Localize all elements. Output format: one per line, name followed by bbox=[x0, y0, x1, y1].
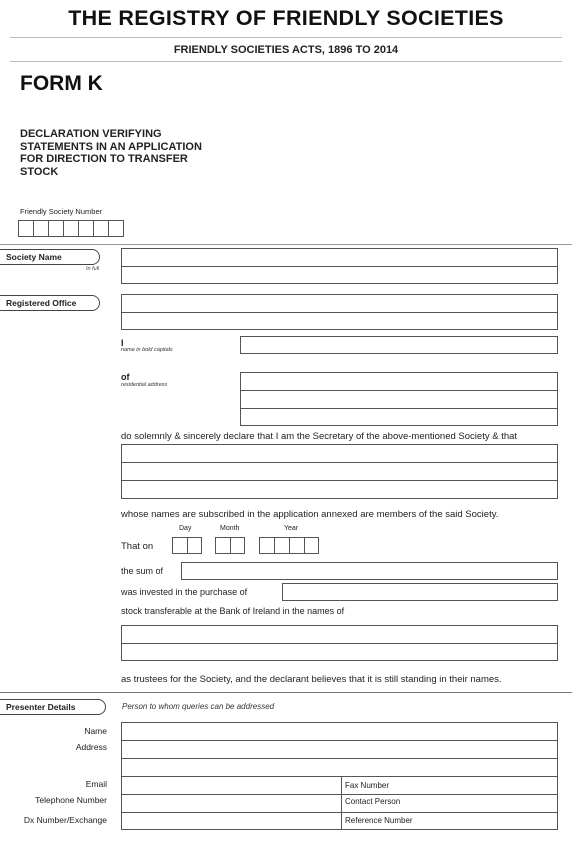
day-label: Day bbox=[179, 525, 192, 532]
header-divider-top bbox=[10, 37, 562, 38]
sum-field[interactable] bbox=[181, 562, 558, 580]
field-row-divider bbox=[122, 462, 557, 463]
that-on-label: That on bbox=[121, 541, 154, 552]
fax-number-label: Fax Number bbox=[345, 781, 390, 790]
registered-office-field[interactable] bbox=[121, 294, 558, 330]
presenter-address-field[interactable] bbox=[122, 741, 557, 775]
digit-divider bbox=[230, 538, 231, 553]
presenter-telephone-label: Telephone Number bbox=[35, 795, 107, 805]
digit-divider bbox=[187, 538, 188, 553]
field-row-divider bbox=[241, 408, 557, 409]
presenter-note: Person to whom queries can be addressed bbox=[122, 702, 275, 711]
digit-divider bbox=[33, 221, 34, 236]
acts-subtitle: FRIENDLY SOCIETIES ACTS, 1896 TO 2014 bbox=[173, 44, 399, 56]
of-hint: residential address bbox=[121, 382, 168, 388]
form-description: DECLARATION VERIFYING STATEMENTS IN AN APPLICATION FOR DIRECTION TO TRANSFER STOCK bbox=[20, 128, 202, 178]
declare-text: do solemnly & sincerely declare that I am the Secretary of the above-mentioned Society & that bbox=[121, 431, 518, 442]
invested-label: was invested in the purchase of bbox=[121, 587, 248, 597]
year-field[interactable] bbox=[259, 537, 319, 554]
presenter-dx-field[interactable] bbox=[122, 813, 339, 829]
presenter-address-label: Address bbox=[75, 742, 107, 752]
declarant-name-field[interactable] bbox=[240, 336, 558, 354]
society-number-label: Friendly Society Number bbox=[20, 207, 103, 216]
digit-divider bbox=[304, 538, 305, 553]
digit-divider bbox=[93, 221, 94, 236]
i-hint: name in bold capitals bbox=[121, 347, 173, 353]
digit-divider bbox=[108, 221, 109, 236]
registered-office-tab: Registered Office bbox=[0, 295, 100, 311]
digit-divider bbox=[289, 538, 290, 553]
field-row-divider bbox=[122, 266, 557, 267]
year-label: Year bbox=[284, 525, 299, 532]
column-divider bbox=[341, 776, 342, 829]
presenter-dx-label: Dx Number/Exchange bbox=[23, 815, 107, 825]
society-name-hint: In full bbox=[86, 266, 100, 272]
digit-divider bbox=[48, 221, 49, 236]
declaration-details-field[interactable] bbox=[121, 444, 558, 499]
section-divider bbox=[0, 244, 572, 245]
presenter-name-field[interactable] bbox=[122, 723, 557, 739]
field-row-divider bbox=[122, 643, 557, 644]
trustees-text: as trustees for the Society, and the declarant believes that it is still standing in their names. bbox=[121, 674, 502, 685]
i-label: I bbox=[121, 338, 124, 348]
society-name-tab: Society Name bbox=[0, 249, 100, 265]
day-field[interactable] bbox=[172, 537, 202, 554]
month-field[interactable] bbox=[215, 537, 245, 554]
registry-title: THE REGISTRY OF FRIENDLY SOCIETIES bbox=[68, 6, 504, 30]
presenter-email-label: Email bbox=[85, 779, 107, 789]
presenter-details-tab: Presenter Details bbox=[0, 699, 106, 715]
contact-person-label: Contact Person bbox=[345, 797, 401, 806]
presenter-email-field[interactable] bbox=[122, 777, 339, 793]
header-divider-bottom bbox=[10, 61, 562, 62]
trustee-names-field[interactable] bbox=[121, 625, 558, 661]
declarant-address-field[interactable] bbox=[240, 372, 558, 426]
presenter-divider bbox=[0, 692, 572, 693]
form-code: FORM K bbox=[20, 72, 103, 95]
field-row-divider bbox=[122, 480, 557, 481]
presenter-name-label: Name bbox=[84, 726, 107, 736]
society-name-field[interactable] bbox=[121, 248, 558, 284]
field-row-divider bbox=[122, 312, 557, 313]
of-label: of bbox=[121, 372, 130, 382]
digit-divider bbox=[63, 221, 64, 236]
reference-number-label: Reference Number bbox=[345, 816, 413, 825]
field-row-divider bbox=[241, 390, 557, 391]
stock-text: stock transferable at the Bank of Ireland in the names of bbox=[121, 606, 345, 616]
sum-of-label: the sum of bbox=[121, 566, 164, 576]
presenter-telephone-field[interactable] bbox=[122, 795, 339, 811]
stock-purchase-field[interactable] bbox=[282, 583, 558, 601]
digit-divider bbox=[78, 221, 79, 236]
month-label: Month bbox=[220, 525, 240, 532]
members-text: whose names are subscribed in the application annexed are members of the said Society. bbox=[121, 509, 499, 520]
digit-divider bbox=[274, 538, 275, 553]
society-number-field[interactable] bbox=[18, 220, 124, 237]
